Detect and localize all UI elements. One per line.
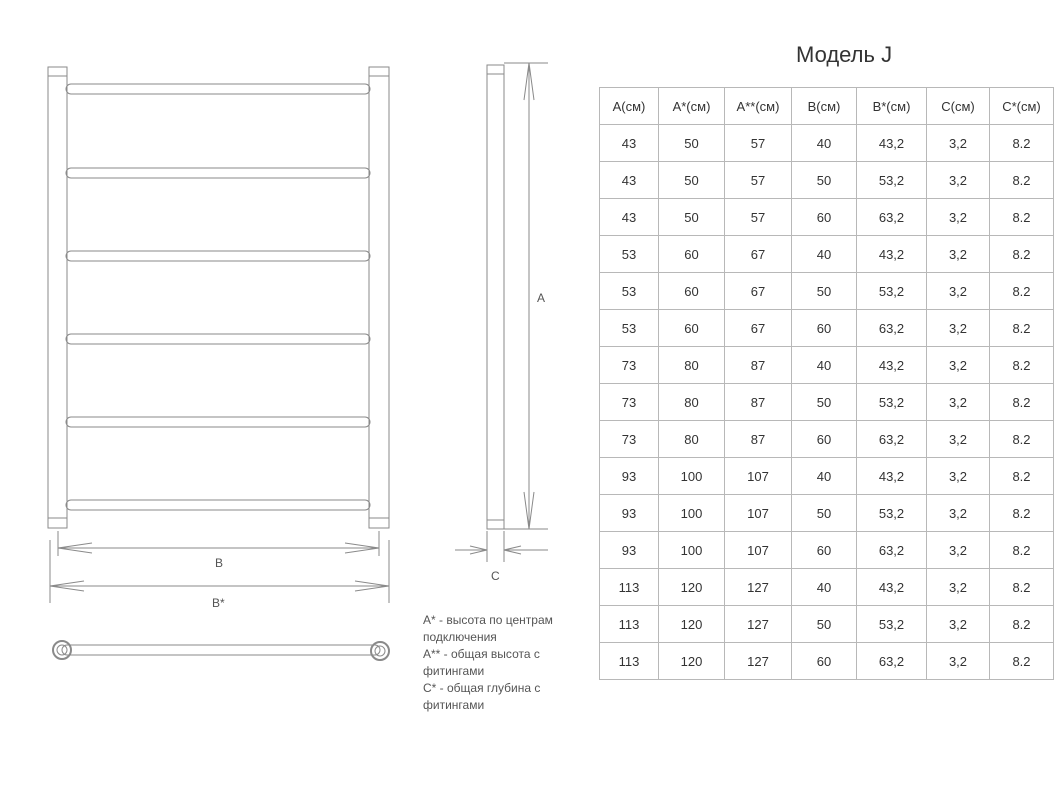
table-cell: 107 (725, 495, 792, 532)
notes (423, 612, 593, 714)
table-cell: 40 (792, 569, 857, 606)
table-cell: 60 (792, 199, 857, 236)
note-a-star: A* - высота по центрам подключения (423, 613, 553, 644)
table-cell: 120 (659, 643, 725, 680)
table-cell: 50 (659, 162, 725, 199)
top-view-bar (62, 645, 380, 655)
table-cell: 43 (600, 162, 659, 199)
table-cell: 40 (792, 458, 857, 495)
table-cell: 63,2 (857, 199, 927, 236)
table-cell: 43 (600, 199, 659, 236)
front-left-upright (48, 67, 67, 528)
column-header: A*(см) (659, 88, 725, 125)
table-cell: 107 (725, 458, 792, 495)
column-header: C(см) (927, 88, 990, 125)
table-cell: 73 (600, 421, 659, 458)
table-cell: 100 (659, 532, 725, 569)
table-cell: 8.2 (990, 532, 1054, 569)
table-cell: 3,2 (927, 347, 990, 384)
table-cell: 100 (659, 495, 725, 532)
table-row (600, 606, 1054, 643)
table-cell: 127 (725, 606, 792, 643)
table-cell: 8.2 (990, 347, 1054, 384)
table-cell: 3,2 (927, 199, 990, 236)
table-cell: 8.2 (990, 162, 1054, 199)
table-row (600, 125, 1054, 162)
table-cell: 43,2 (857, 236, 927, 273)
table-cell: 50 (792, 495, 857, 532)
column-header: B(см) (792, 88, 857, 125)
table-cell: 113 (600, 569, 659, 606)
table-cell: 8.2 (990, 273, 1054, 310)
crossbar (66, 251, 370, 261)
note-a-double-star: A** - общая высота с фитингами (423, 647, 540, 678)
table-cell: 3,2 (927, 236, 990, 273)
table-cell: 8.2 (990, 421, 1054, 458)
table-cell: 100 (659, 458, 725, 495)
table-cell: 73 (600, 384, 659, 421)
table-cell: 53,2 (857, 384, 927, 421)
table-cell: 60 (792, 310, 857, 347)
table-cell: 57 (725, 162, 792, 199)
table-cell: 60 (659, 236, 725, 273)
table-row (600, 532, 1054, 569)
table-cell: 8.2 (990, 569, 1054, 606)
table-cell: 63,2 (857, 310, 927, 347)
table-cell: 67 (725, 310, 792, 347)
table-cell: 63,2 (857, 532, 927, 569)
table-cell: 8.2 (990, 643, 1054, 680)
table-row (600, 162, 1054, 199)
table-cell: 53 (600, 273, 659, 310)
table-cell: 3,2 (927, 273, 990, 310)
table-cell: 43,2 (857, 125, 927, 162)
table-cell: 80 (659, 347, 725, 384)
crossbar (66, 500, 370, 510)
table-cell: 43,2 (857, 569, 927, 606)
table-row (600, 495, 1054, 532)
table-row (600, 273, 1054, 310)
table-cell: 87 (725, 347, 792, 384)
dimension-b-label: B (215, 556, 224, 570)
column-header: A**(см) (725, 88, 792, 125)
table-row (600, 236, 1054, 273)
table-cell: 40 (792, 236, 857, 273)
dimension-c-label: C (491, 569, 500, 583)
table-cell: 3,2 (927, 310, 990, 347)
table-cell: 8.2 (990, 125, 1054, 162)
dimension-b-star-label: B* (212, 596, 225, 610)
column-header: B*(см) (857, 88, 927, 125)
table-cell: 120 (659, 569, 725, 606)
table-cell: 8.2 (990, 199, 1054, 236)
table-cell: 40 (792, 347, 857, 384)
table-cell: 60 (792, 421, 857, 458)
table-row (600, 569, 1054, 606)
table-cell: 3,2 (927, 495, 990, 532)
column-header: C*(см) (990, 88, 1054, 125)
table-cell: 87 (725, 384, 792, 421)
spec-table (599, 87, 1054, 680)
table-cell: 8.2 (990, 236, 1054, 273)
front-right-upright (369, 67, 389, 528)
table-cell: 113 (600, 643, 659, 680)
table-cell: 50 (792, 162, 857, 199)
crossbar (66, 334, 370, 344)
table-cell: 57 (725, 125, 792, 162)
table-cell: 60 (659, 273, 725, 310)
table-cell: 113 (600, 606, 659, 643)
side-view-upright (487, 65, 504, 529)
table-row (600, 347, 1054, 384)
table-cell: 127 (725, 569, 792, 606)
table-cell: 67 (725, 273, 792, 310)
table-row (600, 384, 1054, 421)
table-cell: 93 (600, 458, 659, 495)
table-cell: 53 (600, 310, 659, 347)
column-header: A(см) (600, 88, 659, 125)
dimension-a-label: A (537, 291, 546, 305)
table-cell: 63,2 (857, 421, 927, 458)
table-row (600, 421, 1054, 458)
table-cell: 60 (792, 643, 857, 680)
table-cell: 60 (659, 310, 725, 347)
table-cell: 3,2 (927, 162, 990, 199)
table-cell: 3,2 (927, 125, 990, 162)
table-cell: 3,2 (927, 643, 990, 680)
table-cell: 8.2 (990, 458, 1054, 495)
table-cell: 120 (659, 606, 725, 643)
table-cell: 3,2 (927, 384, 990, 421)
table-header-row (600, 88, 1054, 125)
table-cell: 50 (659, 125, 725, 162)
table-cell: 43,2 (857, 458, 927, 495)
table-cell: 3,2 (927, 532, 990, 569)
table-cell: 8.2 (990, 606, 1054, 643)
table-cell: 50 (792, 606, 857, 643)
page-title: Модель J (796, 42, 893, 67)
crossbar (66, 417, 370, 427)
table-cell: 53 (600, 236, 659, 273)
table-cell: 3,2 (927, 569, 990, 606)
table-row (600, 643, 1054, 680)
note-c-star: C* - общая глубина с фитингами (423, 681, 541, 712)
table-cell: 50 (792, 273, 857, 310)
table-cell: 80 (659, 421, 725, 458)
table-cell: 40 (792, 125, 857, 162)
table-cell: 53,2 (857, 273, 927, 310)
table-cell: 8.2 (990, 384, 1054, 421)
table-cell: 60 (792, 532, 857, 569)
table-cell: 93 (600, 495, 659, 532)
table-cell: 8.2 (990, 310, 1054, 347)
table-cell: 87 (725, 421, 792, 458)
table-cell: 57 (725, 199, 792, 236)
table-row (600, 310, 1054, 347)
table-cell: 73 (600, 347, 659, 384)
table-cell: 3,2 (927, 421, 990, 458)
table-cell: 53,2 (857, 162, 927, 199)
table-cell: 67 (725, 236, 792, 273)
crossbar (66, 168, 370, 178)
table-cell: 93 (600, 532, 659, 569)
table-cell: 3,2 (927, 458, 990, 495)
table-cell: 53,2 (857, 495, 927, 532)
table-row (600, 199, 1054, 236)
table-cell: 127 (725, 643, 792, 680)
crossbar (66, 84, 370, 94)
table-cell: 63,2 (857, 643, 927, 680)
table-cell: 107 (725, 532, 792, 569)
table-cell: 3,2 (927, 606, 990, 643)
table-cell: 80 (659, 384, 725, 421)
table-cell: 53,2 (857, 606, 927, 643)
table-cell: 50 (659, 199, 725, 236)
table-cell: 43 (600, 125, 659, 162)
table-cell: 43,2 (857, 347, 927, 384)
table-cell: 8.2 (990, 495, 1054, 532)
table-row (600, 458, 1054, 495)
table-cell: 50 (792, 384, 857, 421)
